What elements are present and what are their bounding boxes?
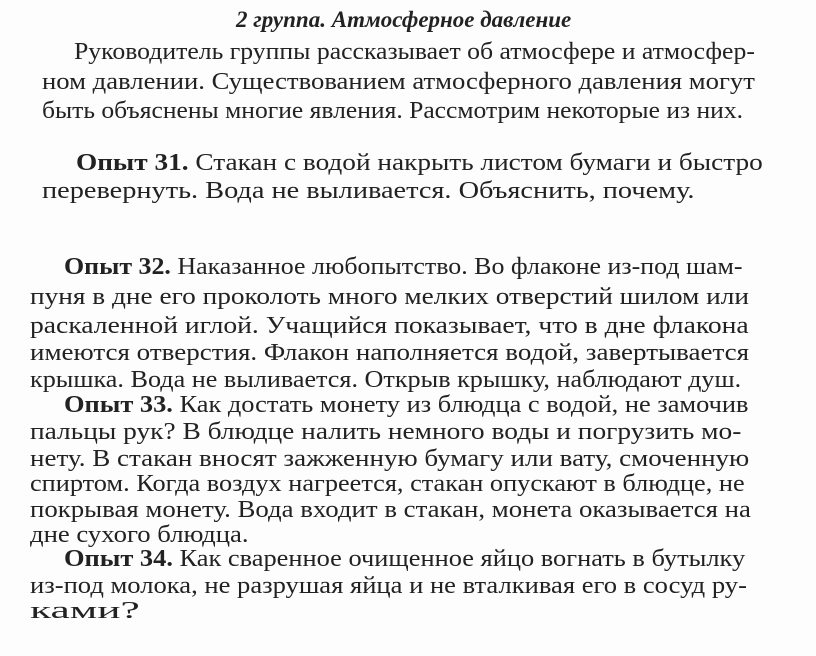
experiment-33-line: спиртом. Когда воздух нагреется, стакан опускают в блюдце, не <box>30 470 745 497</box>
experiment-34-line: Опыт 34. Как сваренное очищенное яйцо вогнать в бутылку <box>64 545 746 572</box>
intro-line: быть объяснены многие явления. Рассмотрим некоторые из них. <box>42 97 744 124</box>
experiment-31-line: Опыт 31. Стакан с водой накрыть листом бумаги и быстро <box>76 149 763 176</box>
experiment-32-line: раскаленной иглой. Учащийся показывает, что в дне флакона <box>30 312 749 339</box>
experiment-32-line: пуня в дне его проколоть много мелких отверстий шилом или <box>30 283 750 310</box>
intro-line: ном давлении. Существованием атмосферного давления могут <box>42 68 755 95</box>
experiment-33-line: пальцы рук? В блюдце налить немного воды и погрузить мо- <box>30 418 742 445</box>
intro-line: Руководитель группы рассказывает об атмосфере и атмосфер- <box>74 38 755 65</box>
experiment-label: Опыт 31. <box>76 149 189 176</box>
experiment-label: Опыт 34. <box>64 545 173 572</box>
experiment-34-line: ками? <box>30 597 140 624</box>
experiment-33-line: нету. В стакан вносят зажженную бумагу или вату, смоченную <box>30 445 750 472</box>
experiment-33-line: Опыт 33. Как достать монету из блюдца с водой, не замочив <box>64 391 749 418</box>
experiment-31-line: перевернуть. Вода не выливается. Объяснить, почему. <box>42 177 695 204</box>
section-heading: 2 группа. Атмосферное давление <box>236 7 572 32</box>
experiment-32-line: Опыт 32. Наказанное любопытство. Во флаконе из-под шам- <box>64 253 743 280</box>
experiment-33-line: дне сухого блюдца. <box>30 521 249 548</box>
experiment-32-line: имеются отверстия. Флакон наполняется водой, завертывается <box>30 339 750 366</box>
experiment-label: Опыт 32. <box>64 253 171 280</box>
experiment-32-line: крышка. Вода не выливается. Открыв крышку, наблюдают душ. <box>30 366 742 393</box>
experiment-34-line: из-под молока, не разрушая яйца и не вталкивая его в сосуд ру- <box>30 572 747 599</box>
experiment-33-line: покрывая монету. Вода входит в стакан, монета оказывается на <box>30 496 751 523</box>
experiment-label: Опыт 33. <box>64 391 173 418</box>
